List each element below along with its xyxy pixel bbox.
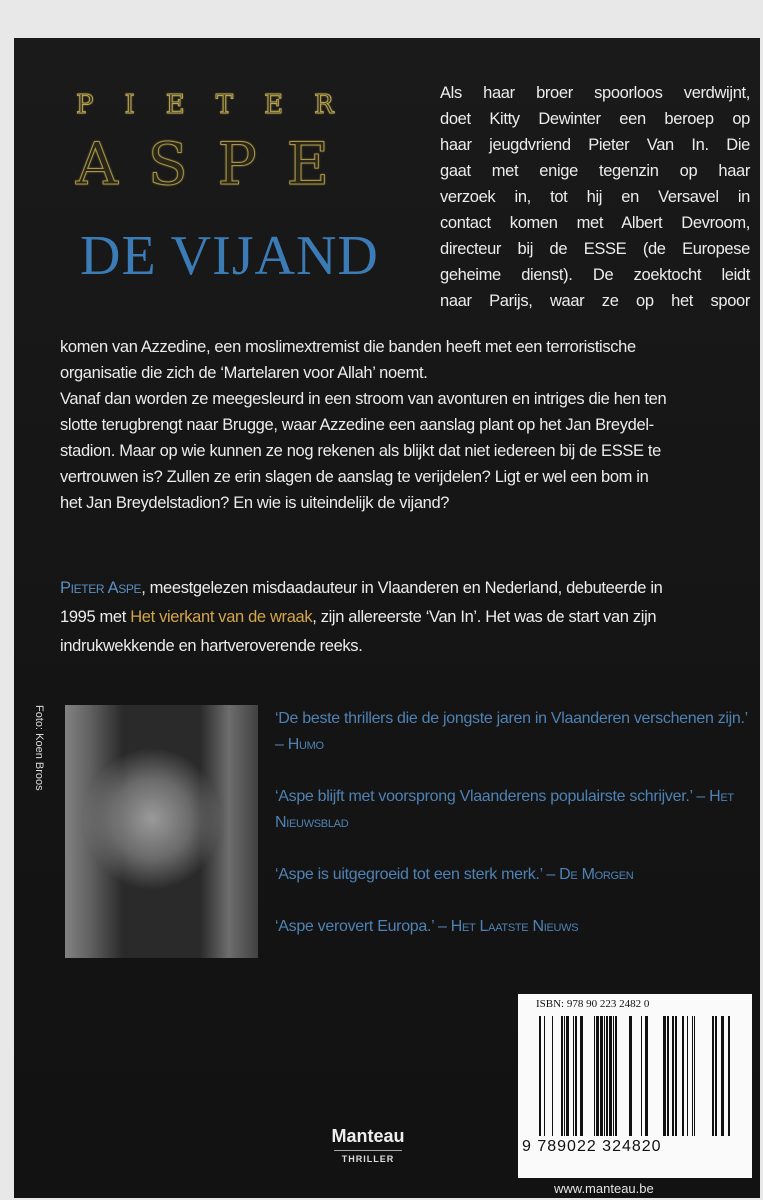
quote-source: Humo <box>287 736 324 753</box>
barcode-bar <box>615 1016 617 1136</box>
quote-text: ‘Aspe verovert Europa.’ <box>275 918 434 935</box>
publisher-name: Manteau <box>331 1126 405 1146</box>
bio-text: indrukwekkende en hartveroverende reeks. <box>60 637 363 655</box>
author-bio <box>60 574 750 661</box>
blurb-line: het Jan Breydelstadion? En wie is uiteindelijk de vijand? <box>60 494 450 512</box>
blurb-line: komen van Azzedine, een moslimextremist die banden heeft met een terroristische <box>60 338 636 356</box>
barcode-bar <box>682 1016 684 1136</box>
blurb-line: directeur bij de ESSE (de Europese <box>440 240 750 258</box>
barcode-bar <box>600 1016 603 1136</box>
barcode-bar <box>641 1016 642 1136</box>
barcode-bar <box>539 1016 541 1136</box>
debut-title: Het vierkant van de wraak <box>130 608 313 626</box>
bio-author-name: Pieter Aspe <box>60 579 142 597</box>
blurb-line: haar jeugdvriend Pieter Van In. Die <box>440 136 750 154</box>
book-back-cover <box>14 38 760 1198</box>
barcode <box>536 1016 736 1156</box>
publisher-url: www.manteau.be <box>554 1181 654 1196</box>
barcode-bar <box>596 1016 599 1136</box>
barcode-bar <box>613 1016 614 1136</box>
barcode-bar <box>667 1016 669 1136</box>
blurb-line: geheime dienst). De zoektocht leidt <box>440 266 750 284</box>
barcode-bar <box>564 1016 565 1136</box>
quote-text: ‘Aspe blijft met voorsprong Vlaanderens populairste schrijver.’ <box>275 788 693 805</box>
blurb-line: contact komen met Albert Devroom, <box>440 214 750 232</box>
bio-text: , zijn allereerste ‘Van In’. Het was de start van zijn <box>312 608 657 626</box>
barcode-bar <box>675 1016 677 1136</box>
barcode-bar <box>594 1016 595 1136</box>
barcode-bar <box>575 1016 577 1136</box>
press-quote: ‘De beste thrillers die de jongste jaren in Vlaanderen verschenen zijn.’ – Humo <box>275 710 748 753</box>
barcode-bar <box>721 1016 724 1136</box>
quote-text: ‘De beste thrillers die de jongste jaren in Vlaanderen verschenen zijn.’ <box>275 710 748 727</box>
barcode-bar <box>609 1016 612 1136</box>
isbn-label: ISBN: 978 90 223 2482 0 <box>536 998 650 1010</box>
author-last-name: ASPE <box>76 130 359 198</box>
press-quote: ‘Aspe is uitgegroeid tot een sterk merk.’ – De Morgen <box>275 866 634 883</box>
barcode-bar <box>694 1016 695 1136</box>
blurb-line: naar Parijs, waar ze op het spoor <box>440 292 750 310</box>
blurb-line: stadion. Maar op wie kunnen ze nog rekenen als blijkt dat niet iedereen bij de ESSE te <box>60 442 661 460</box>
blurb-line: vertrouwen is? Zullen ze erin slagen de aanslag te verijdelen? Ligt er wel een bom in <box>60 468 649 486</box>
barcode-bar <box>629 1016 632 1136</box>
barcode-bar <box>580 1016 583 1136</box>
quote-text: ‘Aspe is uitgegroeid tot een sterk merk.’ <box>275 866 543 883</box>
blurb-line: organisatie die zich de ‘Martelaren voor Allah’ noemt. <box>60 364 428 382</box>
blurb-line: gaat met enige tegenzin op haar <box>440 162 750 180</box>
barcode-bar <box>606 1016 608 1136</box>
barcode-bar <box>672 1016 674 1136</box>
blurb-line: Als haar broer spoorloos verdwijnt, <box>440 84 750 102</box>
barcode-bar <box>604 1016 605 1136</box>
barcode-box <box>518 994 752 1178</box>
barcode-bar <box>573 1016 574 1136</box>
blurb-line: doet Kitty Dewinter een beroep op <box>440 110 750 128</box>
barcode-bar <box>692 1016 693 1136</box>
barcode-bar <box>663 1016 666 1136</box>
barcode-bar <box>544 1016 545 1136</box>
blurb-line: verzoek in, tot hij en Versavel in <box>440 188 750 206</box>
quote-source: De Morgen <box>559 866 634 883</box>
barcode-bar <box>645 1016 648 1136</box>
barcode-bar <box>715 1016 717 1136</box>
barcode-bar <box>728 1016 730 1136</box>
barcode-bar <box>712 1016 714 1136</box>
blurb-line: Vanaf dan worden ze meegesleurd in een stroom van avonturen en intriges die hen ten <box>60 390 667 408</box>
press-quotes <box>275 706 755 966</box>
barcode-bar <box>566 1016 569 1136</box>
blurb-full <box>60 334 750 516</box>
press-quote: ‘Aspe blijft met voorsprong Vlaanderens populairste schrijver.’ – Het Nieuwsblad <box>275 788 734 831</box>
book-title: DE VIJAND <box>80 225 379 287</box>
barcode-digits: 9 789022 324820 <box>522 1138 662 1155</box>
imprint-label: THRILLER <box>341 1154 395 1164</box>
bio-text: 1995 met <box>60 608 131 626</box>
bio-text: , meestgelezen misdaadauteur in Vlaanderen en Nederland, debuteerde in <box>141 579 663 597</box>
publisher-logo <box>330 1126 406 1164</box>
author-first-name: PIETER <box>76 90 365 120</box>
blurb-line: slotte terugbrengt naar Brugge, waar Azzedine een aanslag plant op het Jan Breydel- <box>60 416 654 434</box>
quote-source: Het Laatste Nieuws <box>450 918 579 935</box>
barcode-bar <box>561 1016 563 1136</box>
author-photo <box>65 705 258 958</box>
barcode-bar <box>552 1016 553 1136</box>
blurb-column <box>440 80 750 314</box>
press-quote: ‘Aspe verovert Europa.’ – Het Laatste Nieuws <box>275 918 579 935</box>
barcode-bar <box>687 1016 688 1136</box>
photo-credit: Foto: Koen Broos <box>33 705 45 791</box>
quote-source: Het Nieuwsblad <box>275 788 734 831</box>
